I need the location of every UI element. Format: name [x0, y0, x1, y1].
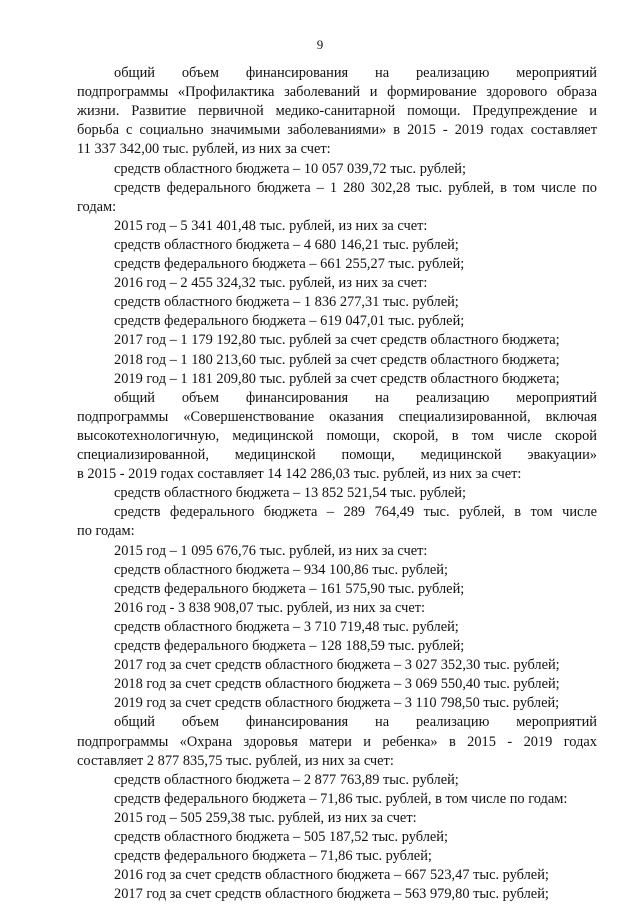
text-line: 2017 год за счет средств областного бюджета – 3 027 352,30 тыс. рублей;	[114, 657, 560, 674]
text-line: 2019 год за счет средств областного бюджета – 3 110 798,50 тыс. рублей;	[114, 695, 560, 712]
text-line: 2017 год за счет средств областного бюджета – 563 979,80 тыс. рублей;	[114, 886, 549, 903]
text-line: средств областного бюджета – 934 100,86 тыс. рублей;	[114, 561, 448, 578]
text-line: подпрограммы «Совершенствование оказания специализированной, включая	[77, 408, 597, 425]
text-line: средств федерального бюджета – 161 575,90 тыс. рублей;	[114, 580, 465, 597]
text-line: 2015 год – 505 259,38 тыс. рублей, из них за счет:	[114, 809, 417, 826]
text-line: жизни. Развитие первичной медико-санитарной помощи. Предупреждение и	[77, 103, 597, 120]
text-line: подпрограммы «Профилактика заболеваний и формирование здорового образа	[77, 84, 597, 101]
text-line: 2017 год – 1 179 192,80 тыс. рублей за счет средств областного бюджета;	[114, 332, 560, 349]
text-line: средств областного бюджета – 505 187,52 тыс. рублей;	[114, 829, 448, 845]
text-line: 2016 год - 3 838 908,07 тыс. рублей, из них за счет:	[114, 599, 425, 616]
text-line: средств областного бюджета – 3 710 719,48 тыс. рублей;	[114, 618, 459, 635]
text-line: составляет 2 877 835,75 тыс. рублей, из них за счет:	[77, 752, 394, 769]
text-line: 2016 год за счет средств областного бюджета – 667 523,47 тыс. рублей;	[114, 867, 549, 884]
text-line: 11 337 342,00 тыс. рублей, из них за счет:	[77, 141, 331, 158]
text-line: средств областного бюджета – 13 852 521,54 тыс. рублей;	[114, 485, 466, 502]
text-line: средств областного бюджета – 1 836 277,31 тыс. рублей;	[114, 294, 459, 311]
text-line: средств федерального бюджета – 619 047,01 тыс. рублей;	[114, 313, 465, 330]
text-line: по годам:	[77, 523, 135, 540]
text-line: средств федерального бюджета – 71,86 тыс. рублей, в том числе по годам:	[114, 790, 568, 807]
text-line: средств областного бюджета – 4 680 146,21 тыс. рублей;	[114, 236, 459, 253]
text-line: средств областного бюджета – 2 877 763,89 тыс. рублей;	[114, 771, 459, 788]
text-line: 2016 год – 2 455 324,32 тыс. рублей, из них за счет:	[114, 275, 428, 292]
text-line: 2018 год – 1 180 213,60 тыс. рублей за счет средств областного бюджета;	[114, 351, 560, 368]
text-line: высокотехнологичную, медицинской помощи, скорой, в том числе скорой	[77, 427, 597, 444]
text-line: годам:	[77, 198, 117, 215]
text-line: средств федерального бюджета – 128 188,59 тыс. рублей;	[114, 638, 465, 654]
text-line: средств федерального бюджета – 289 764,49 тыс. рублей, в том числе	[114, 504, 597, 521]
page-number: 9	[316, 37, 324, 52]
text-line: специализированной, медицинской помощи, медицинской эвакуации»	[77, 447, 597, 463]
text-line: средств федерального бюджета – 71,86 тыс. рублей;	[114, 848, 432, 865]
text-line: средств федерального бюджета – 1 280 302,28 тыс. рублей, в том числе по	[114, 179, 597, 196]
text-line: средств областного бюджета – 10 057 039,72 тыс. рублей;	[114, 160, 466, 177]
text-line: борьба с социально значимыми заболеваниями» в 2015 - 2019 годах составляет	[77, 122, 597, 139]
text-line: общий объем финансирования на реализацию мероприятий	[114, 389, 597, 406]
text-line: 2018 год за счет средств областного бюджета – 3 069 550,40 тыс. рублей;	[114, 676, 560, 693]
text-line: в 2015 - 2019 годах составляет 14 142 286,03 тыс. рублей, из них за счет:	[77, 466, 522, 483]
text-line: 2015 год – 5 341 401,48 тыс. рублей, из них за счет:	[114, 217, 428, 234]
text-line: 2015 год – 1 095 676,76 тыс. рублей, из них за счет:	[114, 542, 428, 559]
text-line: подпрограммы «Охрана здоровья матери и ребенка» в 2015 - 2019 годах	[77, 733, 597, 750]
text-line: 2019 год – 1 181 209,80 тыс. рублей за счет средств областного бюджета;	[114, 370, 560, 387]
text-line: средств федерального бюджета – 661 255,27 тыс. рублей;	[114, 256, 465, 272]
text-line: общий объем финансирования на реализацию мероприятий	[114, 65, 597, 81]
text-line: общий объем финансирования на реализацию мероприятий	[114, 714, 597, 731]
